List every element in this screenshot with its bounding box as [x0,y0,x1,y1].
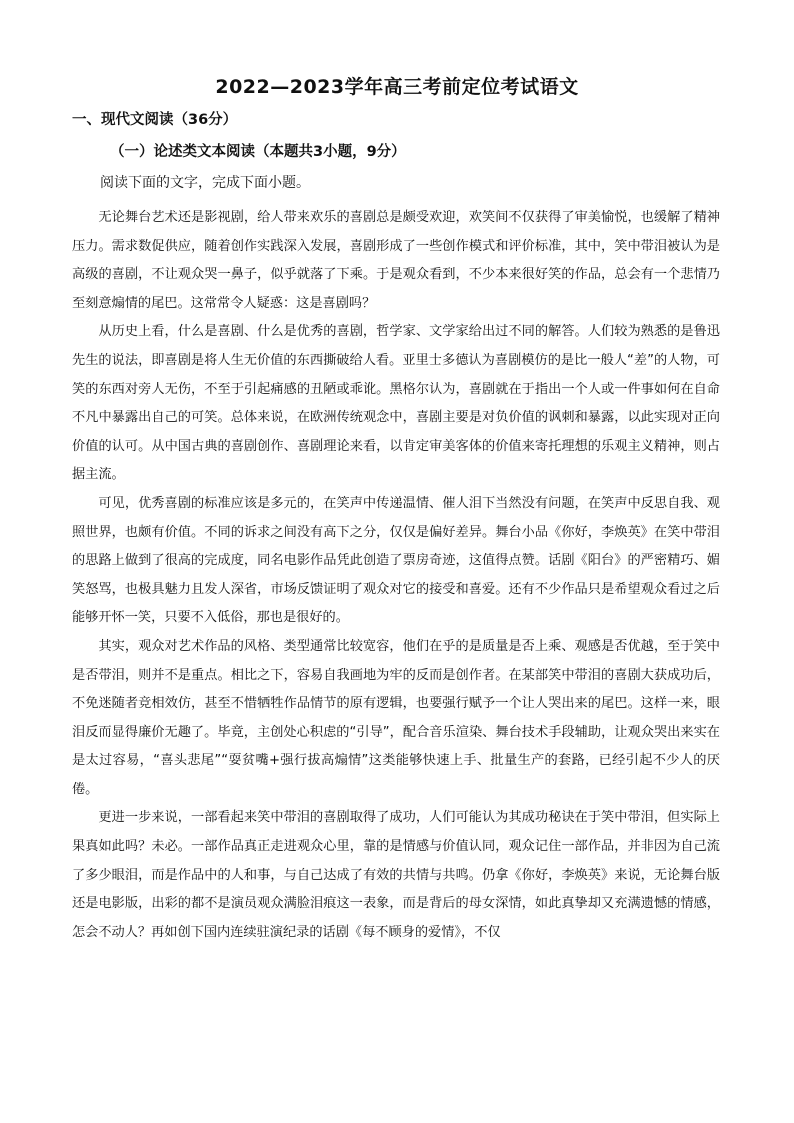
section-heading: 一、现代文阅读（36分） [72,112,238,128]
paragraph-4: 其实，观众对艺术作品的风格、类型通常比较宽容，他们在乎的是质量是否上乘、观感是否优越，至于笑中是否带泪，则并不是重点。相比之下，容易自我画地为牢的反而是创作者。在某部笑中带泪的喜剧大获成功后，不免迷随者竞相效仿，甚至不惜牺牲作品情节的原有逻辑，也要强行赋予一个让人哭出来的尾巴。这样一来，眼泪反而显得廉价无趣了。毕竟，主创处心积虑的“引导”，配合音乐渲染、舞台技术手段辅助，让观众哭出来实在是太过容易，“喜头悲尾”“耍贫嘴+强行拔高煽情”这类能够快速上手、批量生产的套路，已经引起不少人的厌倦。 [72,638,720,797]
paragraph-3: 可见，优秀喜剧的标准应该是多元的，在笑声中传递温情、催人泪下当然没有问题，在笑声中反思自我、观照世界，也颇有价值。不同的诉求之间没有高下之分，仅仅是偏好差异。舞台小品《你好，李焕英》在笑中带泪的思路上做到了很高的完成度，同名电影作品凭此创造了票房奇迹，这值得点赞。话剧《阳台》的严密精巧、媚笑怒骂，也极具魅力且发人深省，市场反馈证明了观众对它的接受和喜爱。还有不少作品只是希望观众看过之后能够开怀一笑，只要不入低俗，那也是很好的。 [72,495,720,626]
page-title: 2022—2023学年高三考前定位考试语文 [215,76,579,98]
paragraph-2: 从历史上看，什么是喜剧、什么是优秀的喜剧，哲学家、文学家给出过不同的解答。人们较为熟悉的是鲁迅先生的说法，即喜剧是将人生无价值的东西撕破给人看。亚里士多德认为喜剧模仿的是比一般人“差”的人物，可笑的东西对旁人无伤，不至于引起痛感的丑陋或乖讹。黑格尔认为，喜剧就在于指出一个人或一件事如何在自命不凡中暴露出自己的可笑。总体来说，在欧洲传统观念中，喜剧主要是对负价值的讽刺和暴露，以此实现对正向价值的认可。从中国古典的喜剧创作、喜剧理论来看，以肯定审美客体的价值来寄托理想的乐观主义精神，则占据主流。 [72,324,720,483]
article-body [72,204,720,947]
sub-heading: （一）论述类文本阅读（本题共3小题，9分） [110,144,406,160]
paragraph-5: 更进一步来说，一部看起来笑中带泪的喜剧取得了成功，人们可能认为其成功秘诀在于笑中带泪，但实际上果真如此吗？未必。一部作品真正走进观众心里，靠的是情感与价值认同，观众记住一部作品，并非因为自己流了多少眼泪，而是作品中的人和事，与自己达成了有效的共情与共鸣。仍拿《你好，李焕英》来说，无论舞台版还是电影版，出彩的都不是演员观众满脸泪痕这一表象，而是背后的母女深情，如此真挚却又充满遗憾的情感，怎会不动人？再如创下国内连续驻演纪录的话剧《每不顾身的爱情》，不仅 [72,810,720,940]
paragraph-1: 无论舞台艺术还是影视剧，给人带来欢乐的喜剧总是颇受欢迎，欢笑间不仅获得了审美愉悦，也缓解了精神压力。需求数促供应，随着创作实践深入发展，喜剧形成了一些创作模式和评价标准，其中，笑中带泪被认为是高级的喜剧，不让观众哭一鼻子，似乎就落了下乘。于是观众看到，不少本来很好笑的作品，总会有一个悲情乃至刻意煽情的尾巴。这常常令人疑惑：这是喜剧吗？ [72,210,720,311]
reading-instruction: 阅读下面的文字，完成下面小题。 [100,175,310,191]
